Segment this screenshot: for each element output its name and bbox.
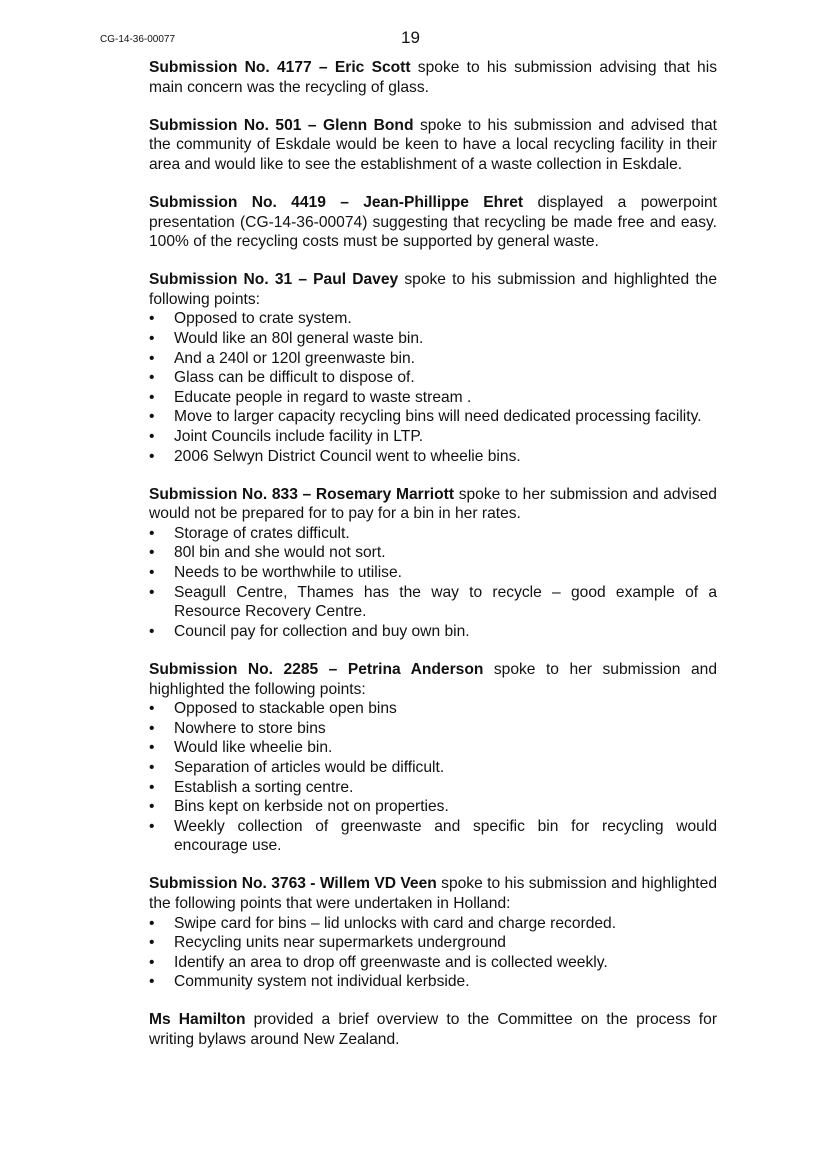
submission-paragraph	[149, 58, 717, 97]
submission-section	[149, 1010, 717, 1049]
submission-heading: Submission No. 4419 – Jean-Phillippe Ehret	[149, 193, 524, 211]
bullet-item: • Storage of crates difficult.	[149, 524, 717, 544]
page-number: 19	[401, 28, 420, 47]
bullet-list	[149, 309, 717, 466]
submission-text: spoke to his submission and highlighted the following points that were undertaken in Holland:	[149, 875, 717, 912]
submission-paragraph	[149, 485, 717, 524]
bullet-item: • And a 240l or 120l greenwaste bin.	[149, 349, 717, 369]
submission-paragraph	[149, 660, 717, 699]
bullet-item: • Swipe card for bins – lid unlocks with card and charge recorded.	[149, 914, 717, 934]
submission-section	[149, 874, 717, 992]
submission-text: spoke to his submission advising that his main concern was the recycling of glass.	[149, 59, 717, 96]
submission-section	[149, 660, 717, 856]
submission-paragraph	[149, 116, 717, 175]
bullet-item: • Nowhere to store bins	[149, 719, 717, 739]
bullet-item: • 80l bin and she would not sort.	[149, 543, 717, 563]
bullet-item: • Bins kept on kerbside not on properties.	[149, 797, 717, 817]
bullet-item: • Weekly collection of greenwaste and specific bin for recycling would encourage use.	[149, 817, 717, 856]
submission-paragraph	[149, 270, 717, 309]
submission-section	[149, 58, 717, 97]
submission-text: spoke to her submission and highlighted the following points:	[149, 660, 717, 698]
submission-heading: Submission No. 833 – Rosemary Marriott	[149, 485, 455, 503]
bullet-item: • Educate people in regard to waste stream .	[149, 388, 717, 408]
submission-text: provided a brief overview to the Committee on the process for writing bylaws around New Zealand.	[149, 1011, 718, 1049]
bullet-item: • Would like an 80l general waste bin.	[149, 329, 717, 349]
bullet-item: • Glass can be difficult to dispose of.	[149, 368, 717, 388]
bullet-item: • Establish a sorting centre.	[149, 778, 717, 798]
bullet-item: • Joint Councils include facility in LTP.	[149, 427, 717, 447]
bullet-item: • Identify an area to drop off greenwaste and is collected weekly.	[149, 953, 717, 973]
submission-section	[149, 270, 717, 466]
bullet-item: • Move to larger capacity recycling bins will need dedicated processing facility.	[149, 407, 717, 427]
bullet-item: • Would like wheelie bin.	[149, 738, 717, 758]
bullet-list	[149, 699, 717, 856]
bullet-list	[149, 914, 717, 992]
bullet-item: • Opposed to stackable open bins	[149, 699, 717, 719]
submission-heading: Submission No. 501 – Glenn Bond	[149, 116, 414, 134]
submission-heading: Submission No. 31 – Paul Davey	[149, 271, 399, 289]
bullet-list	[149, 524, 717, 642]
document-reference: CG-14-36-00077	[100, 34, 176, 45]
submission-text: spoke to her submission and advised would not be prepared for to pay for a bin in her rates.	[149, 485, 717, 523]
submission-text: displayed a powerpoint presentation (CG-14-36-00074) suggesting that recycling be made free and easy. 100% of the recycling costs must be supported by general waste.	[149, 193, 717, 251]
bullet-item: • Seagull Centre, Thames has the way to recycle – good example of a Resource Recovery Centre.	[149, 583, 717, 622]
bullet-item: • 2006 Selwyn District Council went to wheelie bins.	[149, 447, 717, 467]
submission-paragraph	[149, 193, 717, 252]
bullet-item: • Council pay for collection and buy own bin.	[149, 622, 717, 642]
submission-text: spoke to his submission and advised that the community of Eskdale would be keen to have a local recycling facility in their area and would like to see the establishment of a waste collection in Eskdale.	[149, 116, 717, 173]
submission-section	[149, 485, 717, 642]
bullet-item: • Community system not individual kerbside.	[149, 972, 717, 992]
minutes-body	[149, 58, 717, 1068]
submission-heading: Ms Hamilton	[149, 1011, 246, 1029]
submission-heading: Submission No. 2285 – Petrina Anderson	[149, 660, 484, 678]
submission-text: spoke to his submission and highlighted the following points:	[149, 271, 717, 308]
submission-heading: Submission No. 3763 - Willem VD Veen	[149, 875, 437, 893]
submission-heading: Submission No. 4177 – Eric Scott	[149, 59, 411, 76]
submission-section	[149, 116, 717, 175]
bullet-item: • Recycling units near supermarkets underground	[149, 933, 717, 953]
bullet-item: • Opposed to crate system.	[149, 309, 717, 329]
bullet-item: • Separation of articles would be difficult.	[149, 758, 717, 778]
bullet-item: • Needs to be worthwhile to utilise.	[149, 563, 717, 583]
submission-paragraph	[149, 874, 717, 913]
submission-paragraph	[149, 1010, 717, 1049]
submission-section	[149, 193, 717, 252]
